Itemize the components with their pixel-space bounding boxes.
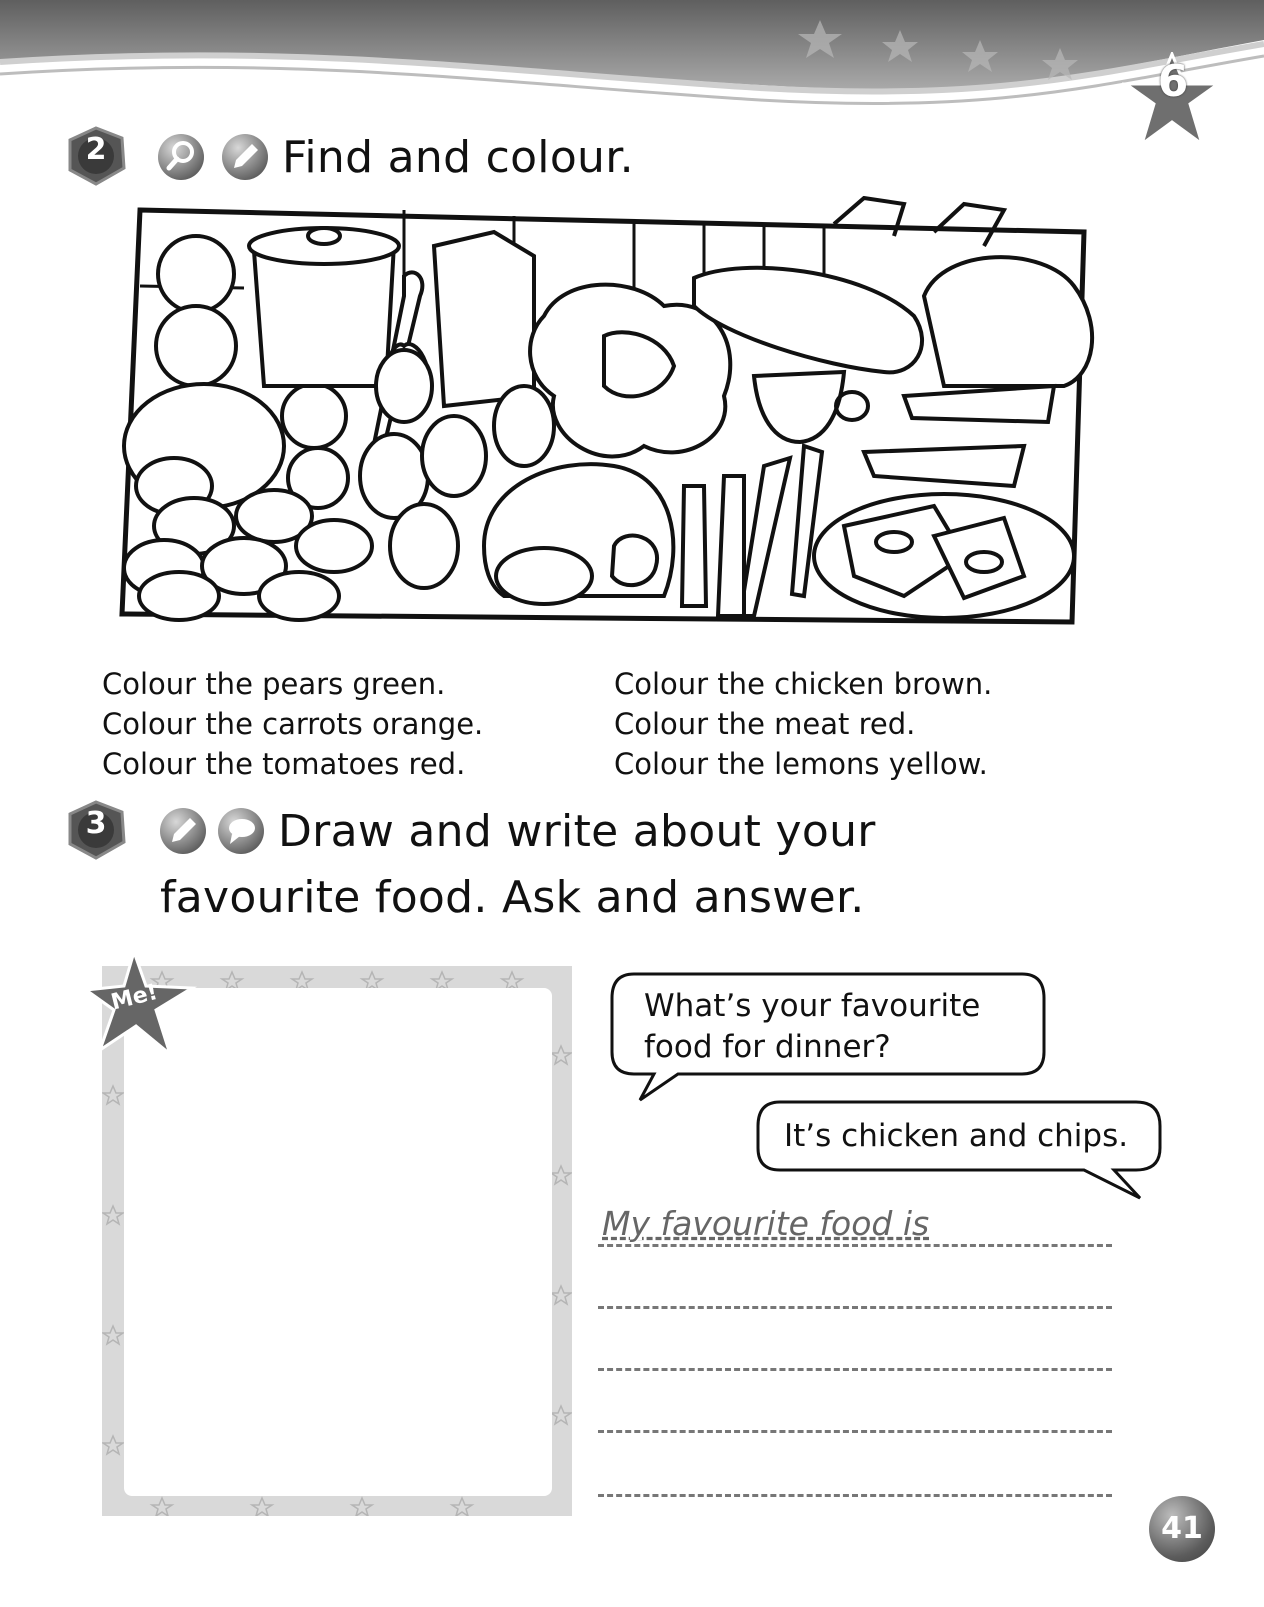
instruction-meat: Colour the meat red.: [614, 707, 916, 741]
exercise-2-number: 2: [85, 132, 107, 167]
exercise-3-title-line2: favourite food. Ask and answer.: [160, 872, 865, 923]
exercise-3-number: 3: [85, 806, 107, 841]
pencil-icon: [222, 134, 268, 180]
pencil-icon: [160, 808, 206, 854]
instruction-lemons: Colour the lemons yellow.: [614, 747, 988, 781]
drawing-area[interactable]: [124, 988, 552, 1496]
writing-line[interactable]: [598, 1494, 1112, 1497]
exercise-3-number-badge: [66, 800, 126, 860]
writing-line[interactable]: [598, 1368, 1112, 1371]
instruction-carrots: Colour the carrots orange.: [102, 707, 484, 741]
magnifier-icon: [158, 134, 204, 180]
writing-line[interactable]: [598, 1306, 1112, 1309]
me-label: Me!: [108, 979, 161, 1016]
exercise-3-title-line1: Draw and write about your: [278, 806, 876, 857]
instructions-right-column: [614, 664, 992, 784]
juice-carton: [434, 232, 534, 406]
instruction-tomatoes: Colour the tomatoes red.: [102, 747, 466, 781]
cooking-pot: [249, 228, 399, 386]
food-illustration: [104, 196, 1144, 658]
header-wave-banner: [0, 0, 1264, 150]
question-line1: What’s your favourite: [644, 988, 981, 1024]
big-round-bag: [924, 257, 1092, 386]
exercise-2-number-badge: [66, 126, 126, 186]
instructions-left-column: [102, 664, 483, 784]
meat-plate: [814, 494, 1074, 618]
question-text: [644, 986, 980, 1068]
writing-line[interactable]: [598, 1244, 1112, 1247]
question-line2: food for dinner?: [644, 1029, 891, 1065]
page-number: 41: [1149, 1496, 1215, 1562]
speech-icon: [218, 808, 264, 854]
writing-line[interactable]: [598, 1430, 1112, 1433]
exercise-2-title: Find and colour.: [282, 132, 634, 183]
me-star-badge: [84, 950, 204, 1060]
unit-number: 6: [1157, 56, 1189, 107]
instruction-pears: Colour the pears green.: [102, 667, 446, 701]
instruction-chicken: Colour the chicken brown.: [614, 667, 993, 701]
writing-prompt: My favourite food is: [602, 1204, 930, 1243]
answer-text: It’s chicken and chips.: [784, 1118, 1129, 1154]
